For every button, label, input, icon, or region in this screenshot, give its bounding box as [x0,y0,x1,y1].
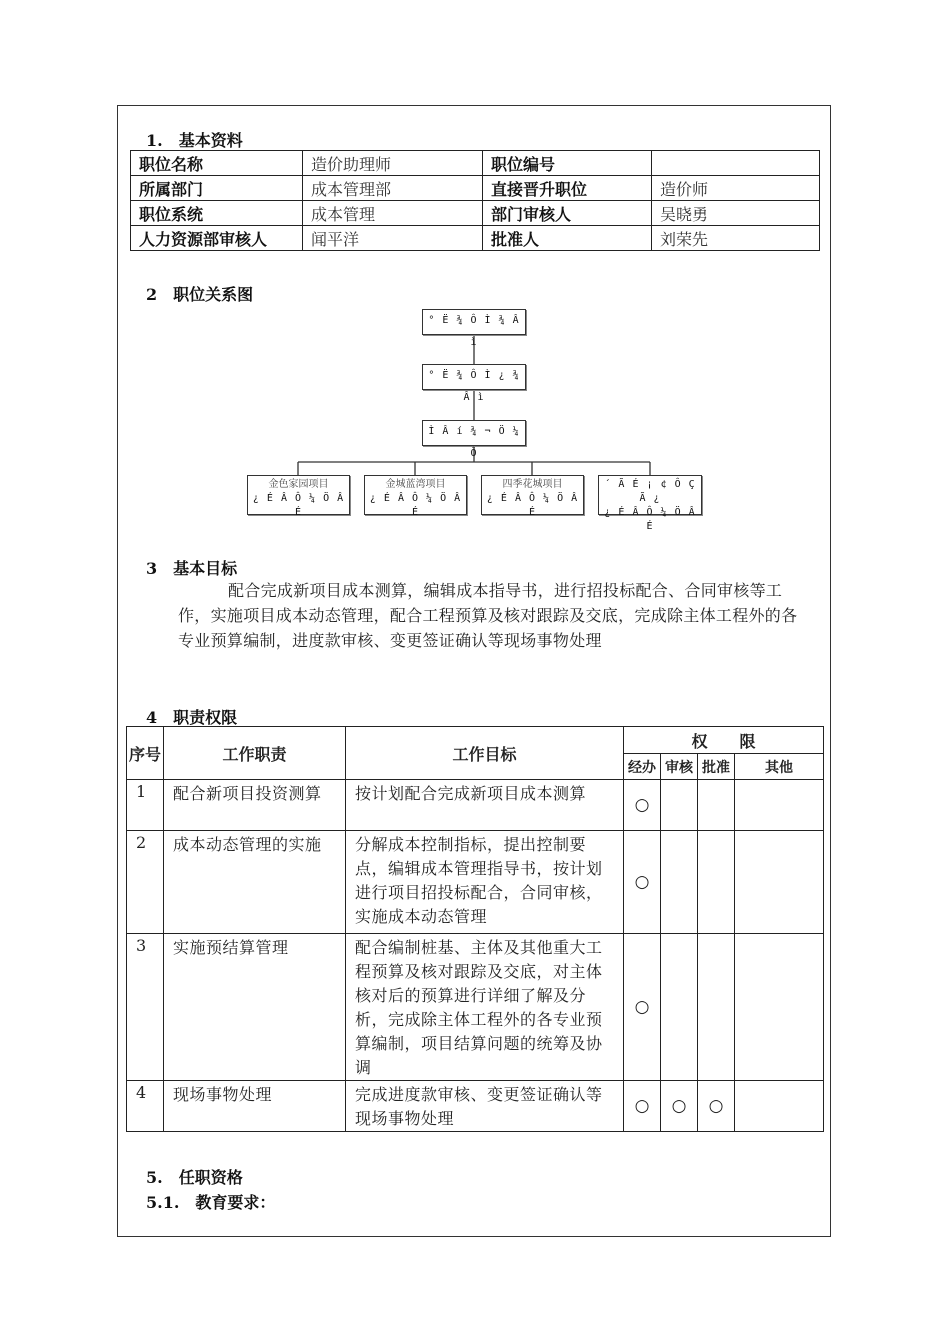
table-row [127,934,824,1081]
goal-paragraph: 配合完成新项目成本测算，编辑成本指导书，进行招投标配合、合同审核等工作，实施项目成本动态管理，配合工程预算及核对跟踪及交底，完成除主体工程外的各专业预算编制，进度款审核、变更签证确认等现场事物处理 [178,581,798,650]
table-row [131,151,820,176]
header-other: 其他 [735,754,824,780]
header-approve: 批准 [698,754,735,780]
header-seq: 序号 [127,727,164,780]
row-num: 4 [127,1081,164,1132]
row-duty: 实施预结算管理 [164,934,346,1081]
row-num: 3 [127,934,164,1081]
row-mark-handle: ○ [624,1081,661,1132]
row-target: 配合编制桩基、主体及其他重大工程预算及核对跟踪及交底，对主体核对后的预算进行详细了解及分析，完成除主体工程外的各专业预算编制，项目结算问题的统筹及协调 [346,934,624,1081]
value-system: 成本管理 [303,201,483,226]
value-promotion: 造价师 [652,176,820,201]
row-mark-approve [698,780,735,831]
table-row [131,176,820,201]
row-mark-other [735,1081,824,1132]
row-mark-review: ○ [661,1081,698,1132]
value-position-code [652,151,820,176]
row-target: 分解成本控制指标，提出控制要点，编辑成本管理指导书，按计划进行项目招投标配合，合同审核，实施成本动态管理 [346,831,624,934]
row-mark-approve [698,831,735,934]
org-node-child [598,475,702,532]
org-node-child-code: ¿ É Â Ô ¼ Ö Â É [604,507,696,532]
value-position-name: 造价助理师 [303,151,483,176]
section-title-org-chart: 2 职位关系图 [146,285,254,304]
value-department: 成本管理部 [303,176,483,201]
row-mark-review [661,831,698,934]
org-node-child [481,475,584,518]
section-title-duties: 4 职责权限 [146,708,238,727]
row-mark-other [735,934,824,1081]
goal-text [178,578,808,653]
row-duty: 成本动态管理的实施 [164,831,346,934]
org-node-mid-label: ° Ë ¾ Ô Ì ¿ ¾ Â ì [428,370,520,403]
label-dept-reviewer: 部门审核人 [483,201,652,226]
subsection-title-education: 5.1. 教育要求： [146,1193,276,1212]
table-row [131,226,820,251]
value-hr-reviewer: 闻平洋 [303,226,483,251]
org-node-low-label: Ì Â í ¾ ¬ Ö ¼ Ô [428,426,520,459]
label-promotion: 直接晋升职位 [483,176,652,201]
header-duty: 工作职责 [164,727,346,780]
row-duty: 配合新项目投资测算 [164,780,346,831]
org-node-child-name: 金色家园项目 [268,479,329,490]
org-node-child-name: 四季花城项目 [502,479,563,490]
row-mark-approve [698,934,735,1081]
section-title-basic-info: 1. 基本资料 [146,131,243,150]
org-node-child-code: ¿ É Â Ô ¼ Ö Â É [486,493,579,518]
table-row [131,201,820,226]
header-handle: 经办 [624,754,661,780]
row-num: 1 [127,780,164,831]
duty-table [126,726,824,1132]
basic-info-table [130,150,820,251]
row-mark-other [735,780,824,831]
org-node-child-code: ¿ É Â Ô ¼ Ö Â É [369,493,462,518]
label-department: 所属部门 [131,176,303,201]
row-num: 2 [127,831,164,934]
org-node-child [364,475,467,518]
org-node-child-code: ¿ É Â Ô ¼ Ö Â É [252,493,345,518]
org-node-low [422,420,526,459]
row-mark-handle: ○ [624,780,661,831]
value-approver: 刘荣先 [652,226,820,251]
org-node-top [422,309,526,348]
row-target: 按计划配合完成新项目成本测算 [346,780,624,831]
row-mark-other [735,831,824,934]
row-mark-handle: ○ [624,831,661,934]
table-row [127,780,824,831]
value-dept-reviewer: 吴晓勇 [652,201,820,226]
section-title-qualification: 5. 任职资格 [146,1168,243,1187]
org-node-child-name: ´ Ã É ¡ ¢ Ô Ç Ã ¿ [604,479,696,504]
table-row [127,1081,824,1132]
table-row [127,831,824,934]
label-approver: 批准人 [483,226,652,251]
table-header-row [127,727,824,754]
header-review: 审核 [661,754,698,780]
label-system: 职位系统 [131,201,303,226]
row-mark-handle: ○ [624,934,661,1081]
org-node-mid [422,364,526,403]
row-mark-review [661,780,698,831]
org-node-child-name: 金城蓝湾项目 [385,479,446,490]
label-position-name: 职位名称 [131,151,303,176]
label-position-code: 职位编号 [483,151,652,176]
row-duty: 现场事物处理 [164,1081,346,1132]
header-authority: 权 限 [624,727,824,754]
label-hr-reviewer: 人力资源部审核人 [131,226,303,251]
row-mark-review [661,934,698,1081]
section-title-goal: 3 基本目标 [146,559,238,578]
row-mark-approve: ○ [698,1081,735,1132]
org-node-top-label: ° Ë ¾ Ô Ì ¾ Â ì [428,315,520,348]
header-target: 工作目标 [346,727,624,780]
org-node-child [247,475,350,518]
row-target: 完成进度款审核、变更签证确认等现场事物处理 [346,1081,624,1132]
